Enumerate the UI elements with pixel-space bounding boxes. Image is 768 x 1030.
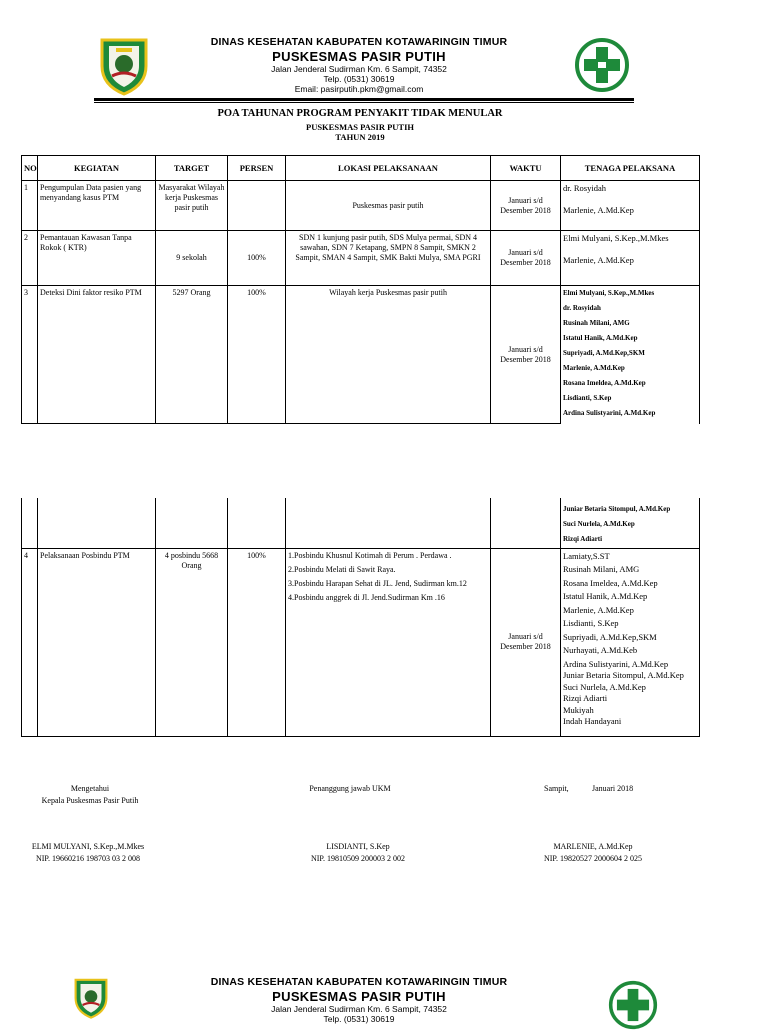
cell-persen: 100%	[228, 286, 286, 424]
signature-middle-nip: NIP. 19810509 200003 2 002	[310, 854, 405, 863]
address: Jalan Jenderal Sudirman Km. 6 Sampit, 74352	[271, 64, 447, 74]
staff-name: Indah Handayani	[563, 716, 622, 726]
cell-waktu: Januari s/d Desember 2018	[491, 231, 561, 286]
staff-name: Rusinah Milani, AMG	[563, 319, 630, 327]
column-header: TARGET	[156, 156, 228, 181]
document-title: POA TAHUNAN PROGRAM PENYAKIT TIDAK MENULAR	[217, 108, 503, 119]
cell-kegiatan: Pemantauan Kawasan Tanpa Rokok ( KTR)	[38, 231, 156, 286]
cell-waktu: Januari s/d Desember 2018	[491, 181, 561, 231]
column-header: LOKASI PELAKSANAAN	[286, 156, 491, 181]
institution-name: PUSKESMAS PASIR PUTIH	[272, 49, 446, 64]
staff-name: Suci Nurlela, A.Md.Kep	[563, 681, 646, 692]
cell-no: 4	[22, 548, 38, 736]
signature-left-role: Kepala Puskesmas Pasir Putih	[41, 796, 139, 805]
staff-name: Rosana Imeldea, A.Md.Kep	[563, 379, 646, 387]
staff-name: Ardina Sulistyarini, A.Md.Kep	[563, 658, 669, 669]
table-row	[22, 231, 700, 286]
staff-name: Ardina Sulistyarini, A.Md.Kep	[563, 409, 656, 417]
table-row	[22, 548, 700, 736]
cell-target: Masyarakat Wilayah kerja Puskesmas pasir putih	[156, 181, 228, 231]
cell-waktu: Januari s/d Desember 2018	[491, 286, 561, 424]
signature-left-nip: NIP. 19660216 198703 03 2 008	[35, 854, 140, 863]
cell-kegiatan: Pengumpulan Data pasien yang menyandang kasus PTM	[38, 181, 156, 231]
column-header: NO	[22, 156, 38, 181]
signature-right-name: MARLENIE, A.Md.Kep	[553, 842, 633, 851]
letterhead-divider-thin	[94, 102, 634, 103]
cell-tenaga	[561, 181, 700, 231]
poa-table-continued	[21, 498, 700, 737]
location-item: 2.Posbindu Melati di Sawit Raya.	[288, 564, 396, 574]
cell-lokasi: Puskesmas pasir putih	[286, 181, 491, 231]
phone: Telp. (0531) 30619	[323, 1014, 395, 1024]
staff-name: Juniar Betaria Sitompul, A.Md.Kep	[563, 670, 684, 680]
column-header: PERSEN	[228, 156, 286, 181]
staff-name: Elmi Mulyani, S.Kep.,M.Mkes	[563, 233, 669, 243]
signature-left-name: ELMI MULYANI, S.Kep.,M.Mkes	[31, 842, 145, 851]
signature-middle-name: LISDIANTI, S.Kep	[326, 842, 390, 851]
staff-name: Suci Nurlela, A.Md.Kep	[563, 520, 635, 528]
staff-name: Supriyadi, A.Md.Kep,SKM	[563, 349, 645, 357]
staff-name: Lisdianti, S.Kep	[563, 394, 612, 402]
table-header-row	[22, 156, 700, 181]
staff-name: Rosana Imeldea, A.Md.Kep	[563, 577, 658, 588]
column-header: WAKTU	[491, 156, 561, 181]
cell-tenaga	[561, 286, 700, 424]
staff-name: Marlenie, A.Md.Kep	[563, 604, 634, 615]
signature-date: Januari 2018	[592, 784, 634, 793]
staff-name: Juniar Betaria Sitompul, A.Md.Kep	[563, 505, 671, 513]
staff-name: Mukiyah	[563, 704, 594, 715]
puskesmas-logo-icon	[608, 980, 658, 1030]
cell-persen	[228, 181, 286, 231]
document-subtitle: PUSKESMAS PASIR PUTIH	[306, 122, 414, 132]
location-item: 1.Posbindu Khusnul Kotimah di Perum . Perdawa .	[288, 550, 452, 560]
cell-tenaga	[561, 548, 700, 736]
phone: Telp. (0531) 30619	[323, 74, 395, 84]
cell-target: 4 posbindu 5668 Orang	[156, 548, 228, 736]
cell-lokasi	[286, 548, 491, 736]
regency-emblem-icon	[94, 36, 154, 96]
poa-table	[21, 155, 700, 424]
staff-name: Marlenie, A.Md.Kep	[563, 364, 625, 372]
staff-name: Rizqi Adiarti	[563, 535, 603, 543]
cell-persen: 100%	[228, 231, 286, 286]
address: Jalan Jenderal Sudirman Km. 6 Sampit, 74352	[271, 1004, 447, 1014]
staff-name: Supriyadi, A.Md.Kep,SKM	[563, 631, 657, 642]
location-item: 4.Posbindu anggrek di Jl. Jend.Sudirman Km .16	[288, 592, 445, 602]
signature-right-nip: NIP. 19820527 2000604 2 025	[543, 854, 642, 863]
cell-lokasi: SDN 1 kunjung pasir putih, SDS Mulya permai, SDN 4 sawahan, SDN 7 Ketapang, SMPN 8 Sampit, SMKN 2 Sampit, SMAN 4 Sampit, SMK Bakti Mulya, SMA PGRI	[286, 231, 491, 286]
staff-name: Marlenie, A.Md.Kep	[563, 255, 634, 265]
email: Email: pasirputih.pkm@gmail.com	[294, 84, 424, 94]
staff-name: Rizqi Adiarti	[563, 693, 608, 703]
cell-tenaga	[561, 498, 700, 548]
staff-name: dr. Rosyidah	[563, 183, 606, 193]
table-row	[22, 181, 700, 231]
signature-middle-role: Penanggung jawab UKM	[309, 784, 391, 793]
cell-waktu: Januari s/d Desember 2018	[491, 548, 561, 736]
puskesmas-logo-icon	[574, 37, 630, 93]
staff-name: Lisdianti, S.Kep	[563, 618, 619, 628]
agency-name: DINAS KESEHATAN KABUPATEN KOTAWARINGIN TIMUR	[210, 976, 508, 988]
signature-left-label: Mengetahui	[70, 784, 110, 793]
cell-lokasi: Wilayah kerja Puskesmas pasir putih	[286, 286, 491, 424]
location-item: 3.Posbindu Harapan Sehat di JL. Jend, Sudirman km.12	[288, 578, 467, 588]
letterhead-divider	[94, 98, 634, 101]
cell-target: 9 sekolah	[156, 231, 228, 286]
column-header: TENAGA PELAKSANA	[561, 156, 700, 181]
institution-name: PUSKESMAS PASIR PUTIH	[272, 989, 446, 1004]
staff-name: Istatul Hanik, A.Md.Kep	[563, 591, 648, 601]
table-row	[22, 286, 700, 424]
cell-target: 5297 Orang	[156, 286, 228, 424]
staff-name: Elmi Mulyani, S.Kep.,M.Mkes	[563, 289, 655, 297]
staff-name: Nurhayati, A.Md.Keb	[563, 645, 638, 655]
table-row	[22, 498, 700, 548]
cell-kegiatan: Pelaksanaan Posbindu PTM	[38, 548, 156, 736]
cell-no: 3	[22, 286, 38, 424]
column-header: KEGIATAN	[38, 156, 156, 181]
regency-emblem-icon	[70, 974, 112, 1022]
cell-no: 2	[22, 231, 38, 286]
document-year: TAHUN 2019	[335, 132, 385, 142]
agency-name: DINAS KESEHATAN KABUPATEN KOTAWARINGIN TIMUR	[210, 36, 508, 48]
staff-name: dr. Rosyidah	[563, 304, 601, 312]
cell-kegiatan: Deteksi Dini faktor resiko PTM	[38, 286, 156, 424]
signature-place: Sampit,	[544, 784, 569, 793]
staff-name: Rusinah Milani, AMG	[563, 564, 640, 574]
staff-name: Lamiaty,S.ST	[563, 550, 610, 561]
cell-tenaga	[561, 231, 700, 286]
cell-no: 1	[22, 181, 38, 231]
cell-persen: 100%	[228, 548, 286, 736]
staff-name: Marlenie, A.Md.Kep	[563, 205, 634, 215]
staff-name: Istatul Hanik, A.Md.Kep	[563, 334, 638, 342]
